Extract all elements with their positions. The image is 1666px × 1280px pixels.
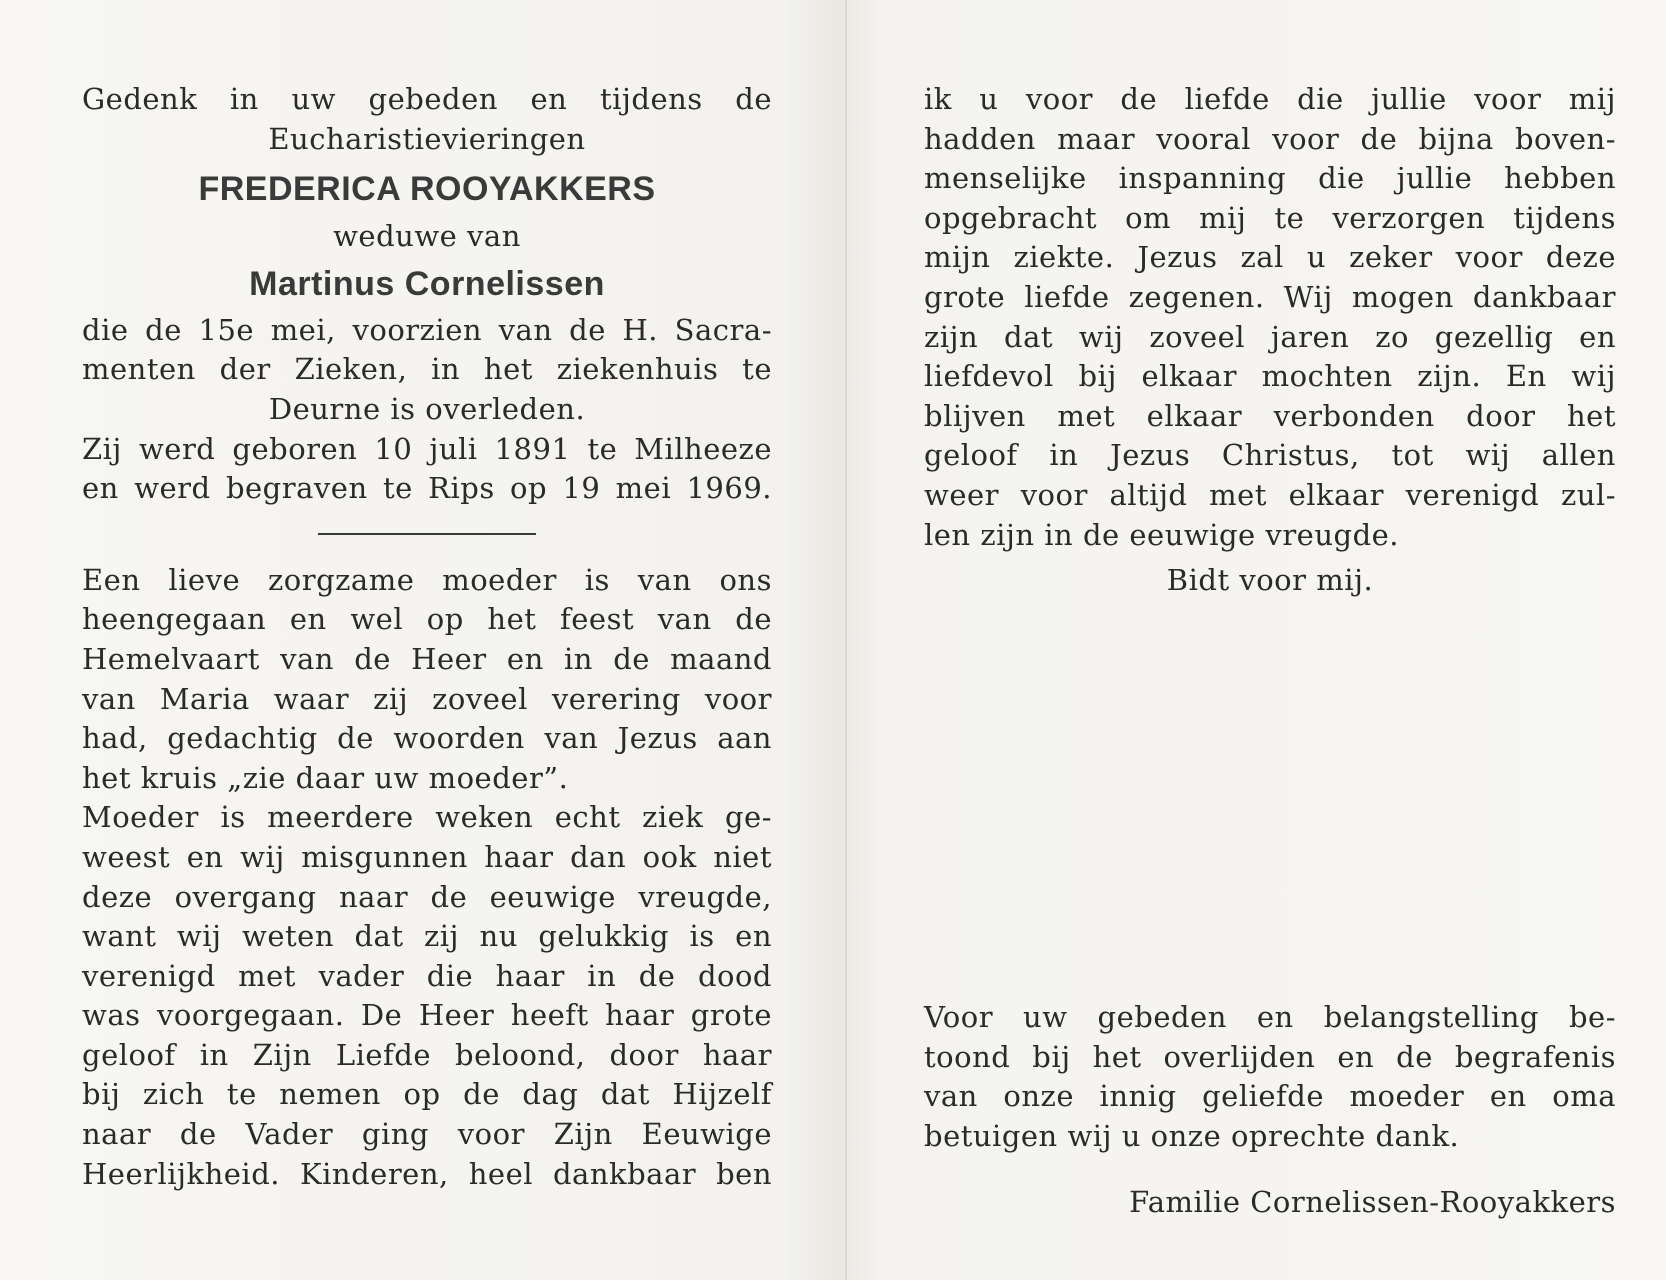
body-line: Heerlijkheid. Kinderen, heel dankbaar ben (82, 1156, 772, 1191)
body-line: het kruis „zie daar uw moeder”. (82, 760, 569, 795)
intro-line-1: Gedenk in uw gebeden en tijdens de (82, 82, 772, 116)
divider-rule (318, 533, 536, 535)
body-line: Moeder is meerdere weken echt ziek ge- (82, 800, 772, 835)
deceased-name: FREDERICA ROOYAKKERS (198, 170, 656, 209)
body-line: liefdevol bij elkaar mochten zijn. En wij (924, 359, 1616, 394)
body-line: mijn ziekte. Jezus zal u zeker voor deze (924, 240, 1616, 275)
relation-text: weduwe van (333, 219, 521, 254)
body-line: heengegaan en wel op het feest van de (82, 602, 772, 637)
right-page (924, 80, 1616, 601)
body-line: hadden maar vooral voor de bijna boven- (924, 121, 1616, 156)
spouse-name: Martinus Cornelissen (249, 264, 605, 303)
body-line: had, gedachtig de woorden van Jezus aan (82, 721, 772, 756)
death-line-2: menten der Zieken, in het ziekenhuis te (82, 352, 772, 387)
body-line: deze overgang naar de eeuwige vreugde, (82, 879, 772, 914)
thanks-block (924, 998, 1616, 1156)
body-line: was voorgegaan. De Heer heeft haar grote (82, 998, 772, 1033)
prayer-text: Bidt voor mij. (1166, 563, 1374, 598)
intro-line-2: Eucharistievieringen (268, 121, 586, 156)
body-line: Een lieve zorgzame moeder is van ons (82, 562, 772, 597)
body-line: len zijn in de eeuwige vreugde. (924, 517, 1400, 552)
body-line: weest en wij misgunnen haar dan ook niet (82, 839, 772, 874)
body-line: verenigd met vader die haar in de dood (82, 958, 772, 993)
body-line: opgebracht om mij te verzorgen tijdens (924, 200, 1616, 235)
death-line-5: en werd begraven te Rips op 19 mei 1969. (82, 471, 772, 506)
death-line-1: die de 15e mei, voorzien van de H. Sacra- (82, 312, 772, 347)
thanks-line: van onze innig geliefde moeder en oma (924, 1079, 1616, 1114)
body-line: geloof in Zijn Liefde beloond, door haar (82, 1037, 772, 1072)
body-line: want wij weten dat zij nu gelukkig is en (82, 919, 772, 954)
body-line: geloof in Jezus Christus, tot wij allen (924, 438, 1616, 473)
body-line: menselijke inspanning die jullie hebben (924, 161, 1616, 196)
body-line: van Maria waar zij zoveel verering voor (82, 681, 772, 716)
thanks-line: betuigen wij u onze oprechte dank. (924, 1118, 1460, 1153)
death-line-3: Deurne is overleden. (268, 391, 586, 426)
death-line-4: Zij werd geboren 10 juli 1891 te Milheeze (82, 431, 772, 466)
thanks-line: Voor uw gebeden en belangstelling be- (924, 1000, 1616, 1034)
body-line: bij zich te nemen op de dag dat Hijzelf (82, 1077, 772, 1112)
left-page (82, 80, 772, 1194)
body-line: weer voor altijd met elkaar verenigd zul- (924, 477, 1616, 512)
body-line: grote liefde zegenen. Wij mogen dankbaar (924, 279, 1616, 314)
body-line: blijven met elkaar verbonden door het (924, 398, 1616, 433)
body-line: Hemelvaart van de Heer en in de maand (82, 641, 772, 676)
body-line: zijn dat wij zoveel jaren zo gezellig en (924, 319, 1616, 354)
family-signature: Familie Cornelissen-Rooyakkers (1129, 1185, 1616, 1219)
card-fold-line (845, 0, 847, 1280)
body-line: naar de Vader ging voor Zijn Eeuwige (82, 1117, 772, 1152)
body-line: ik u voor de liefde die jullie voor mij (924, 82, 1616, 116)
thanks-line: toond bij het overlijden en de begrafenis (924, 1039, 1616, 1074)
